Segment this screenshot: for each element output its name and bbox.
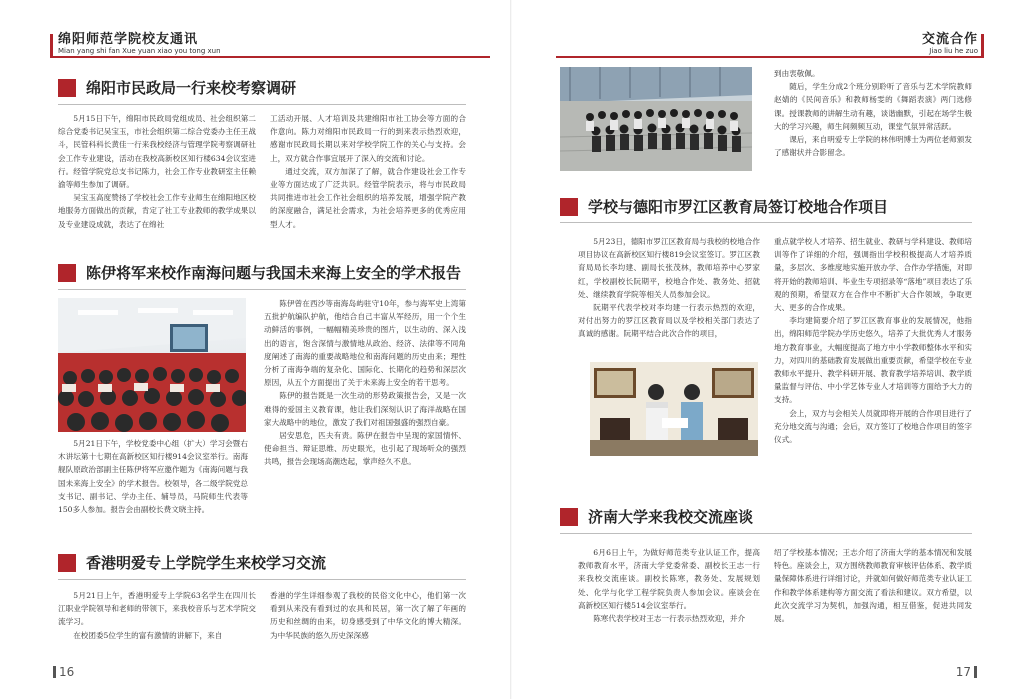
page-number (956, 665, 980, 679)
section-heading (560, 506, 753, 527)
article-column (578, 235, 760, 359)
section-heading (560, 196, 888, 217)
paragraph: 5月15日下午，绵阳市民政局党组成员、社会组织第二综合党委书记吴宝玉，市社会组织第二综合党委办主任王战斗，民管科科长黄佳一行来我校经济与管理学院考察调研社会工作专业建设，活动在我校高新校区知行楼634会议室进行。经管学院党总支书记陈力，社会工作专业教研室主任赖渝等师生参加了调研。 (58, 114, 256, 190)
header-rule (556, 56, 984, 58)
article-column (774, 546, 972, 636)
section-heading (58, 262, 461, 283)
article-column (264, 297, 466, 534)
right-page (512, 0, 1024, 699)
paragraph: 吴宝玉高度赞扬了学校社会工作专业师生在绵阳地区校地服务方面做出的贡献，肯定了社工专业教师的教学成果以及专业建设成就，表达了在绵社 (58, 193, 256, 229)
header-pinyin: Mian yang shi fan Xue yuan xiao you tong xun (58, 47, 221, 55)
paragraph: 工活动开展、人才培训及共建绵阳市社工协会等方面的合作意向。陈力对绵阳市民政局一行的到来表示热烈欢迎，感谢市民政局长期以来对学校学院工作的关心与支持。会上，双方就合作事宜展开了深入的交流和讨论。 (270, 114, 466, 163)
paragraph: 课后，来自明爱专上学院的林伟明博士为两位老师颁发了感谢状并合影留念。 (774, 135, 972, 158)
header-title: 交流合作 (921, 32, 978, 47)
paragraph: 居安思危，匹夫有责。陈伊在报告中呈现的家国情怀、使命担当、辩证思维、历史眼光，也引起了现场听众的强烈共鸣，报告会现场高潮迭起，掌声经久不息。 (264, 431, 466, 467)
article-column (58, 589, 256, 645)
red-square-icon (560, 508, 578, 526)
paragraph: 6月6日上午，为做好师范类专业认证工作，提高教师教育水平，济南大学党委常委、副校长王志一行来我校交流座谈。副校长陈寒，教务处、发展规划处、化学与化学工程学院负责人参加会议。座谈会在高新校区知行楼514会议室举行。 (578, 548, 760, 610)
article-column (774, 235, 972, 475)
article-title: 绵阳市民政局一行来校考察调研 (86, 79, 297, 97)
group-photo-icon (560, 67, 752, 171)
paragraph: 陈伊的报告既是一次生动的形势政策报告会，又是一次难得的爱国主义教育课，他让我们深刻认识了海洋战略在国家大战略中的地位，激发了我们对祖国强盛的强烈自豪。 (264, 391, 466, 427)
red-square-icon (560, 198, 578, 216)
page-number-text: 17 (955, 665, 971, 679)
section-heading (58, 77, 296, 98)
header-title: 绵阳师范学院校友通讯 (58, 32, 199, 47)
section-heading (58, 552, 326, 573)
article-column (270, 112, 466, 258)
paragraph: 阮期平代表学校对李均建一行表示热烈的欢迎，对付出努力的罗江区教育局以及学校相关部门表达了真诚的感谢。阮期平结合此次合作的项目， (578, 303, 760, 339)
right-header (922, 32, 978, 56)
header-pinyin: Jiao liu he zuo (929, 47, 978, 55)
header-accent-mark (50, 34, 53, 58)
page-number (50, 665, 74, 679)
red-square-icon (58, 264, 76, 282)
article-title: 济南大学来我校交流座谈 (588, 508, 754, 526)
article-title: 陈伊将军来校作南海问题与我国未来海上安全的学术报告 (86, 264, 462, 282)
paragraph: 5月21日下午，学校党委中心组（扩大）学习会暨右木讲坛第十七期在高新校区知行楼914会议室举行。南海舰队原政治部副主任陈伊将军应邀作题为《南海问题与我国未来海上安全》的学术报告。校领导，各二级学院党总支书记、副书记、学办主任、辅导员，马院师生代表等150多人参加。报告会由副校长费文晓主持。 (58, 439, 248, 515)
paragraph: 在校团委5位学生的富有激情的讲解下，来自 (73, 630, 223, 640)
divider (58, 289, 466, 290)
paragraph: 陈伊曾在西沙等南海岛屿驻守10年，参与海军史上湾第五批护航编队护航，他结合自己丰富从军经历，用一个个生动鲜活的事例，一幅幅精美珍贵的图片，以生动的、深入浅出的语言，饱含深情与激情地从政治、经济、法律等不同角度阐述了南海的重要战略地位和南海问题的历史由来；理性分析了南海争端的复杂化、国际化、长期化的趋势和深层次原因，从五个方面提出了关于未来海上安全的若干思考。 (264, 299, 466, 388)
article-column (58, 437, 248, 537)
paragraph: 5月23日，德阳市罗江区教育局与我校的校地合作项目协议在高新校区知行楼819会议室签订。罗江区教育局局长李均建、副局长张茂林，教师培养中心罗家红，学校副校长阮期平，校地合作处、教务处、招就处、继续教育学院等相关人员参加会议。 (578, 237, 760, 299)
paragraph: 5月21日上午，香港明爱专上学院63名学生在四川长江职业学院领导和老师的带领下，来我校音乐与艺术学院交流学习。 (58, 591, 256, 627)
article-title: 学校与德阳市罗江区教育局签订校地合作项目 (588, 198, 889, 216)
paragraph: 随后，学生分成2个班分别聆听了音乐与艺术学院教师赵婧的《民间音乐》和教师杨雯的《舞蹈表演》两门选修课。授课教师的讲解生动有趣，谈谐幽默，引起在场学生极大的学习兴趣，师生间频频互动，课堂气氛异常活跃。 (774, 82, 972, 131)
divider (58, 104, 466, 105)
header-rule (50, 56, 490, 58)
article-column (578, 546, 760, 636)
red-square-icon (58, 79, 76, 97)
article-column (58, 112, 256, 258)
paragraph: 通过交流，双方加深了了解，就合作建设社会工作专业等方面达成了广泛共识。经管学院表示，将与市民政局共同推进市社会工作社会组织的培养发展，增强学院产教的深度融合，满足社会需求，为社会培养更多的优秀应用型人才。 (270, 166, 466, 229)
article-title: 香港明爱专上学院学生来校学习交流 (86, 554, 327, 572)
paragraph: 重点就学校人才培养、招生就业、教研与学科建设、教师培训等作了详细的介绍，强调指出学校积极提高人才培养质量，多层次、多维度地实施开放办学、合作办学措施，对即将开始的教师培训、毕业生专项招录等“落地”项目表达了乐观的预期，希望双方在合作中不断扩大合作领域，争取更大、更多的合作成果。 (774, 237, 972, 313)
lecture-hall-photo-icon (58, 298, 246, 432)
page-number-text: 16 (59, 665, 75, 679)
paragraph: 会上，双方与会相关人员就即将开展的合作项目进行了充分地交流与沟通；会后，双方签订了校地合作项目的签字仪式。 (774, 408, 972, 445)
left-header (58, 32, 221, 56)
signing-ceremony-photo-icon (590, 362, 758, 456)
paragraph: 香港的学生详细参观了我校的民俗文化中心，他们第一次看到从来没有看到过的农具和民居，第一次了解了年画的历史和丝绸的由来，切身感受到了中华文化的博大精深。为中华民族的悠久历史深深感 (270, 591, 466, 640)
divider (58, 579, 466, 580)
divider (560, 533, 972, 534)
divider (560, 222, 972, 223)
paragraph: 李均建简要介绍了罗江区教育事业的发展情况，他指出，绵阳师范学院办学历史悠久，培养了大批优秀人才服务地方教育事业，大幅度提高了地方中小学教师整体水平和实力，对四川的基础教育发展做出重要贡献，希望学校在专业教师水平提升、教学科研开展、教育教学培养培训、教学质量监督与评估、中小学艺体专业人才培训等方面给予大力的支持。 (774, 316, 972, 405)
article-column (270, 589, 466, 645)
paragraph: 陈寒代表学校对王志一行表示热烈欢迎，并介 (593, 614, 746, 624)
article-column (774, 67, 972, 175)
header-accent-mark (981, 34, 984, 58)
page-mark (974, 666, 977, 678)
red-square-icon (58, 554, 76, 572)
paragraph: 绍了学校基本情况；王志介绍了济南大学的基本情况和发展特色。座谈会上，双方围绕教师教育审核评估体系、教学质量保障体系进行详细讨论，并就如何做好师范类专业认证工作和教学体系建构等方面交流了看法和建议。双方希望，以此次交流学习为契机，加强沟通，相互借鉴，促进共同发展。 (774, 548, 972, 624)
paragraph: 到由衷敬佩。 (774, 69, 820, 78)
page-mark (53, 666, 56, 678)
